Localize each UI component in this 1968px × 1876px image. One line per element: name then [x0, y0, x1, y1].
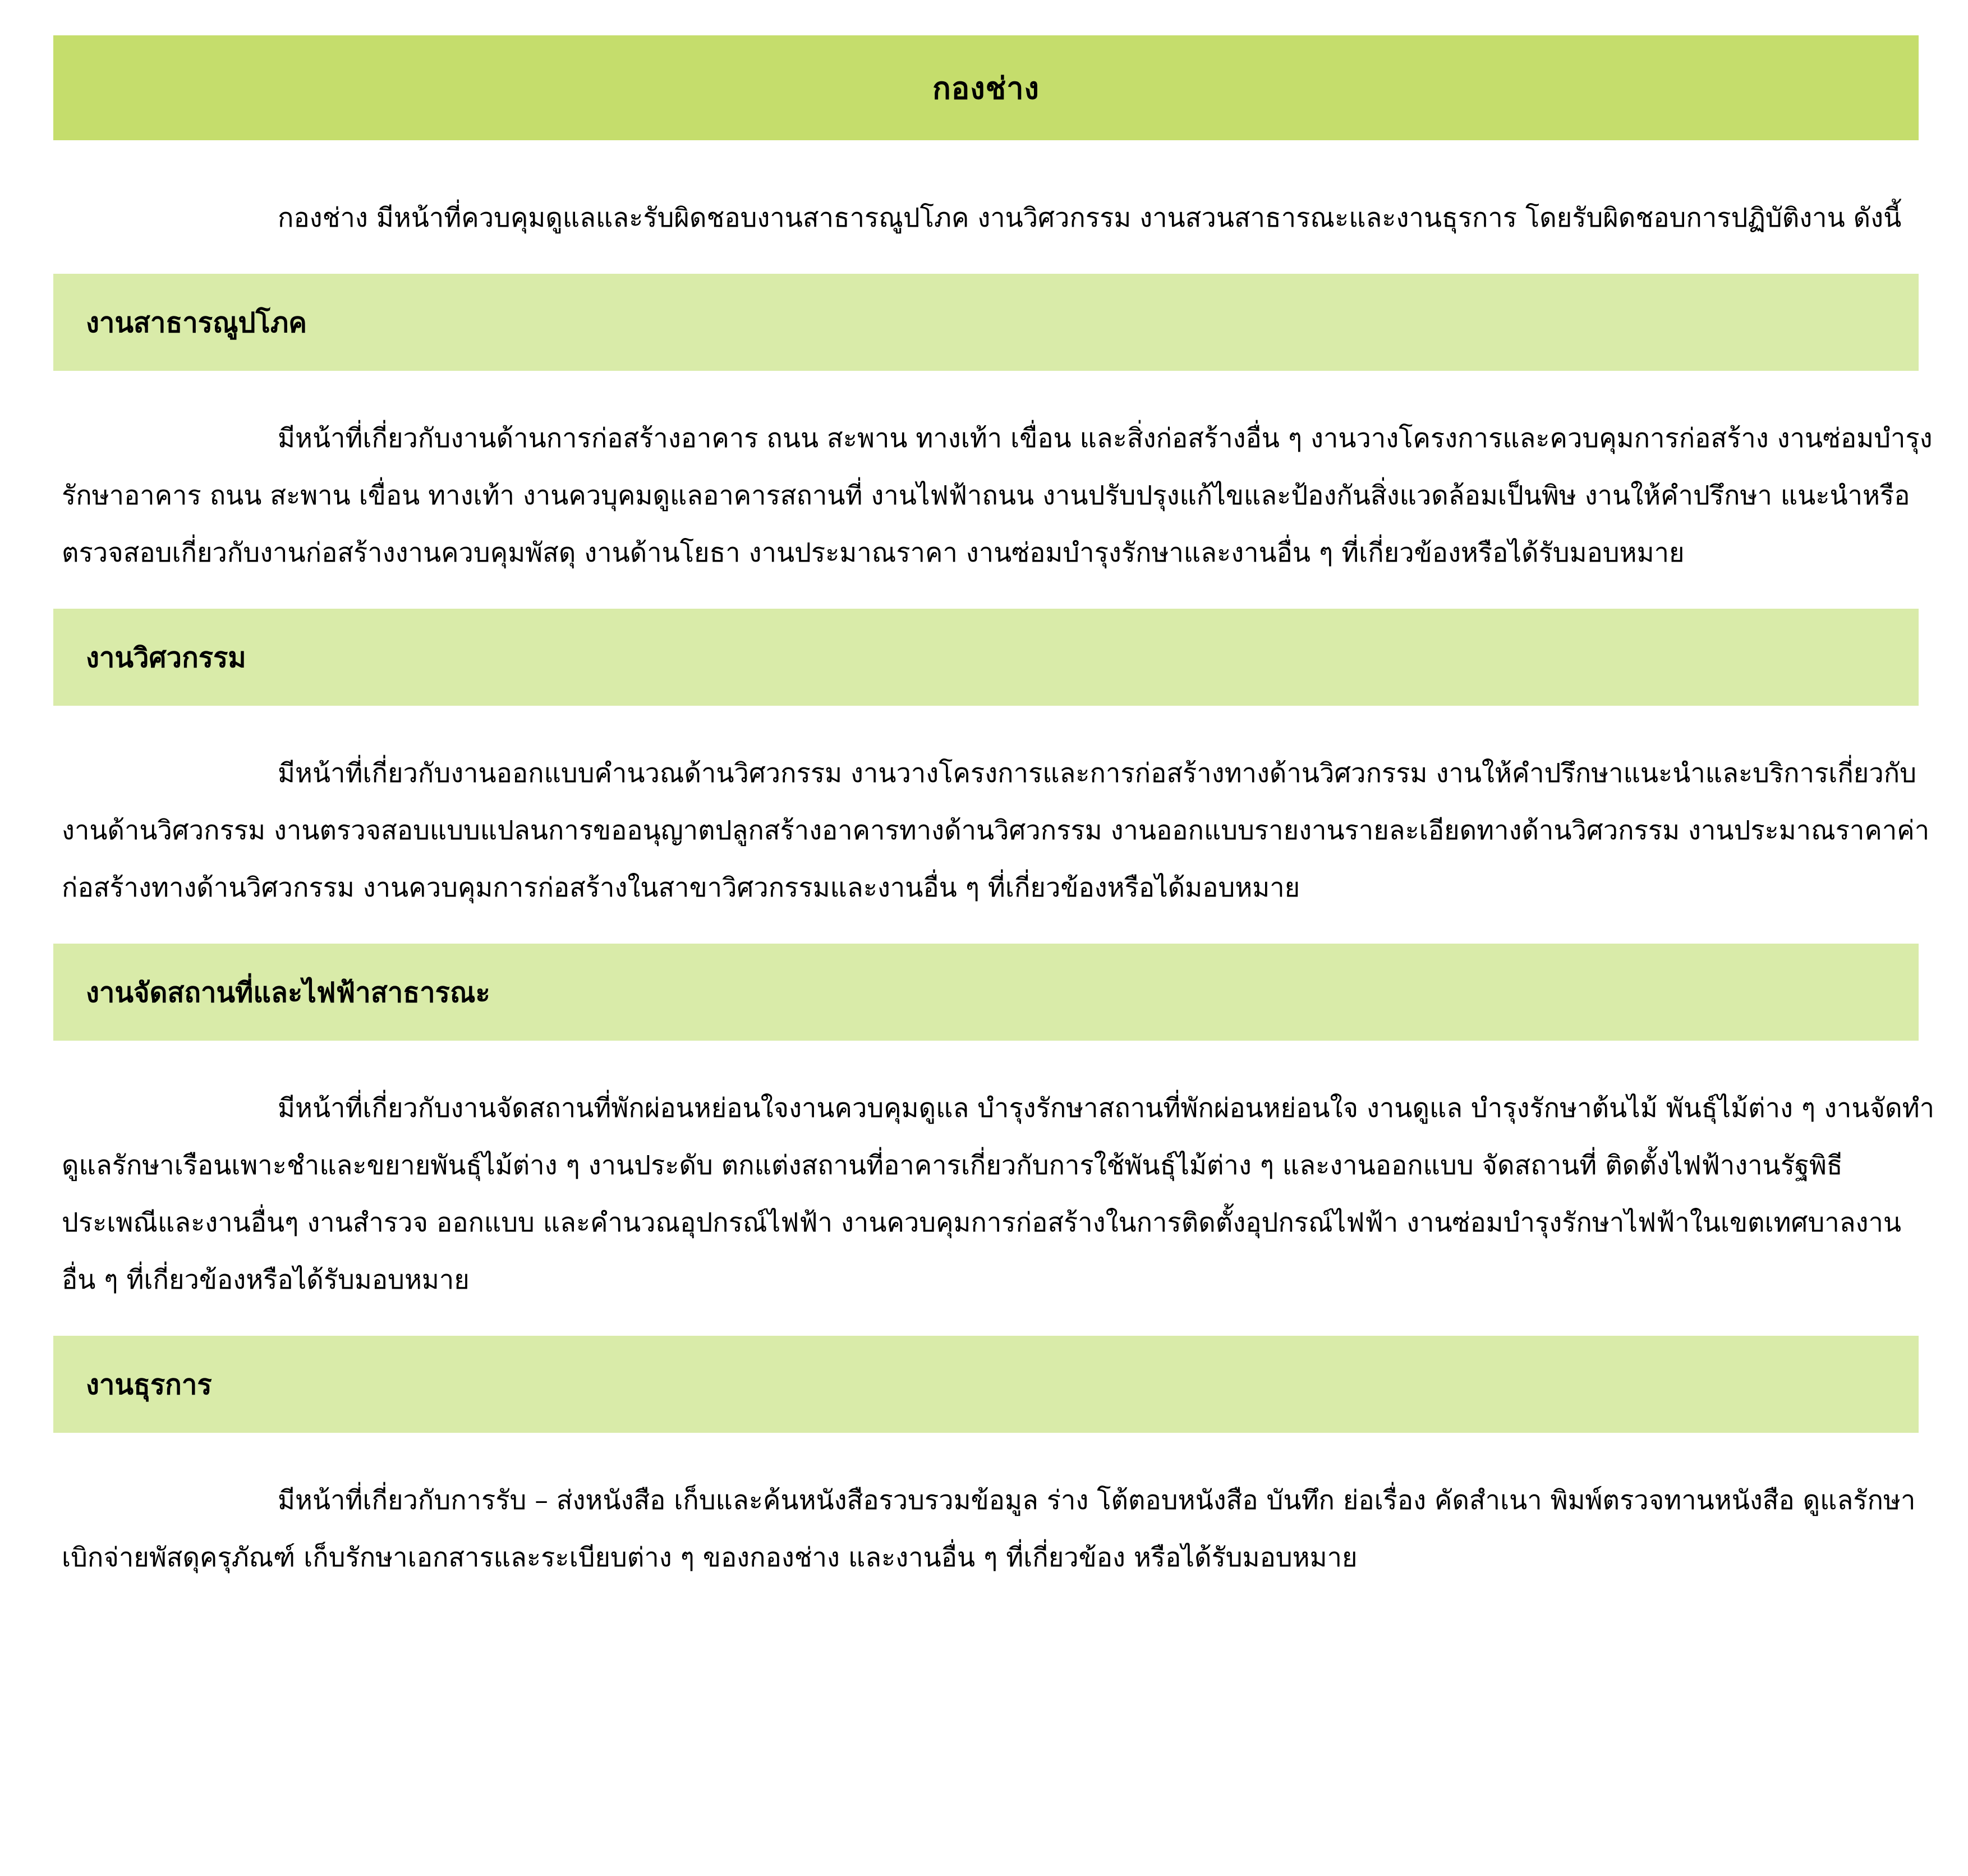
section-heading: งานสาธารณูปโภค: [86, 306, 307, 339]
intro-paragraph: กองช่าง มีหน้าที่ควบคุมดูแลและรับผิดชอบงานสาธารณูปโภค งานวิศวกรรม งานสวนสาธารณะและงานธุรการ โดยรับผิดชอบการปฏิบัติงาน ดังนี้: [278, 203, 1902, 233]
section-engineering: [0, 609, 1968, 917]
section-body-text: มีหน้าที่เกี่ยวกับงานด้านการก่อสร้างอาคาร ถนน สะพาน ทางเท้า เขื่อน และสิ่งก่อสร้างอื่น ๆ งานวางโครงการและควบคุมการก่อสร้าง งานซ่อมบำรุงรักษาอาคาร ถนน สะพาน เขื่อน ทางเท้า งานควบุคมดูแลอาคารสถานที่ งานไฟฟ้าถนน งานปรับปรุงแก้ไขและป้องกันสิ่งแวดล้อมเป็นพิษ งานให้คำปรึกษา แนะนำหรือตรวจสอบเกี่ยวกับงานก่อสร้างงานควบคุมพัสดุ งานด้านโยธา งานประมาณราคา งานซ่อมบำรุงรักษาและงานอื่น ๆ ที่เกี่ยวข้องหรือได้รับมอบหมาย: [62, 423, 1933, 568]
section-heading: งานจัดสถานที่และไฟฟ้าสาธารณะ: [86, 976, 490, 1009]
section-venue-and-public-electricity: [0, 944, 1968, 1309]
section-heading-bar: [53, 1336, 1919, 1433]
section-public-utilities: [0, 274, 1968, 582]
section-heading: งานวิศวกรรม: [86, 641, 246, 674]
section-body-text: มีหน้าที่เกี่ยวกับงานออกแบบคำนวณด้านวิศวกรรม งานวางโครงการและการก่อสร้างทางด้านวิศวกรรม งานให้คำปรึกษาแนะนำและบริการเกี่ยวกับงานด้านวิศวกรรม งานตรวจสอบแบบแปลนการขออนุญาตปลูกสร้างอาคารทางด้านวิศวกรรม งานออกแบบรายงานรายละเอียดทางด้านวิศวกรรม งานประมาณราคาค่าก่อสร้างทางด้านวิศวกรรม งานควบคุมการก่อสร้างในสาขาวิศวกรรมและงานอื่น ๆ ที่เกี่ยวข้องหรือได้มอบหมาย: [62, 758, 1930, 903]
section-clerical: [0, 1336, 1968, 1587]
section-heading-bar: [53, 944, 1919, 1041]
page-title-banner: [53, 35, 1919, 140]
section-body-text: มีหน้าที่เกี่ยวกับงานจัดสถานที่พักผ่อนหย่อนใจงานควบคุมดูแล บำรุงรักษาสถานที่พักผ่อนหย่อนใจ งานดูแล บำรุงรักษาต้นไม้ พันธุ์ไม้ต่าง ๆ งานจัดทำ ดูแลรักษาเรือนเพาะชำและขยายพันธุ์ไม้ต่าง ๆ งานประดับ ตกแต่งสถานที่อาคารเกี่ยวกับการใช้พันธุ์ไม้ต่าง ๆ และงานออกแบบ จัดสถานที่ ติดตั้งไฟฟ้างานรัฐพิธี ประเพณีและงานอื่นๆ งานสำรวจ ออกแบบ และคำนวณอุปกรณ์ไฟฟ้า งานควบคุมการก่อสร้างในการติดตั้งอุปกรณ์ไฟฟ้า งานซ่อมบำรุงรักษาไฟฟ้าในเขตเทศบาลงานอื่น ๆ ที่เกี่ยวข้องหรือได้รับมอบหมาย: [62, 1093, 1935, 1295]
section-heading-bar: [53, 609, 1919, 706]
section-heading: งานธุรการ: [86, 1368, 212, 1401]
section-body-text: มีหน้าที่เกี่ยวกับการรับ – ส่งหนังสือ เก็บและค้นหนังสือรวบรวมข้อมูล ร่าง โต้ตอบหนังสือ บันทึก ย่อเรื่อง คัดสำเนา พิมพ์ตรวจทานหนังสือ ดูแลรักษา เบิกจ่ายพัสดุครุภัณฑ์ เก็บรักษาเอกสารและระเบียบต่าง ๆ ของกองช่าง และงานอื่น ๆ ที่เกี่ยวข้อง หรือได้รับมอบหมาย: [62, 1485, 1916, 1573]
page-title: กองช่าง: [932, 70, 1040, 106]
section-heading-bar: [53, 274, 1919, 371]
